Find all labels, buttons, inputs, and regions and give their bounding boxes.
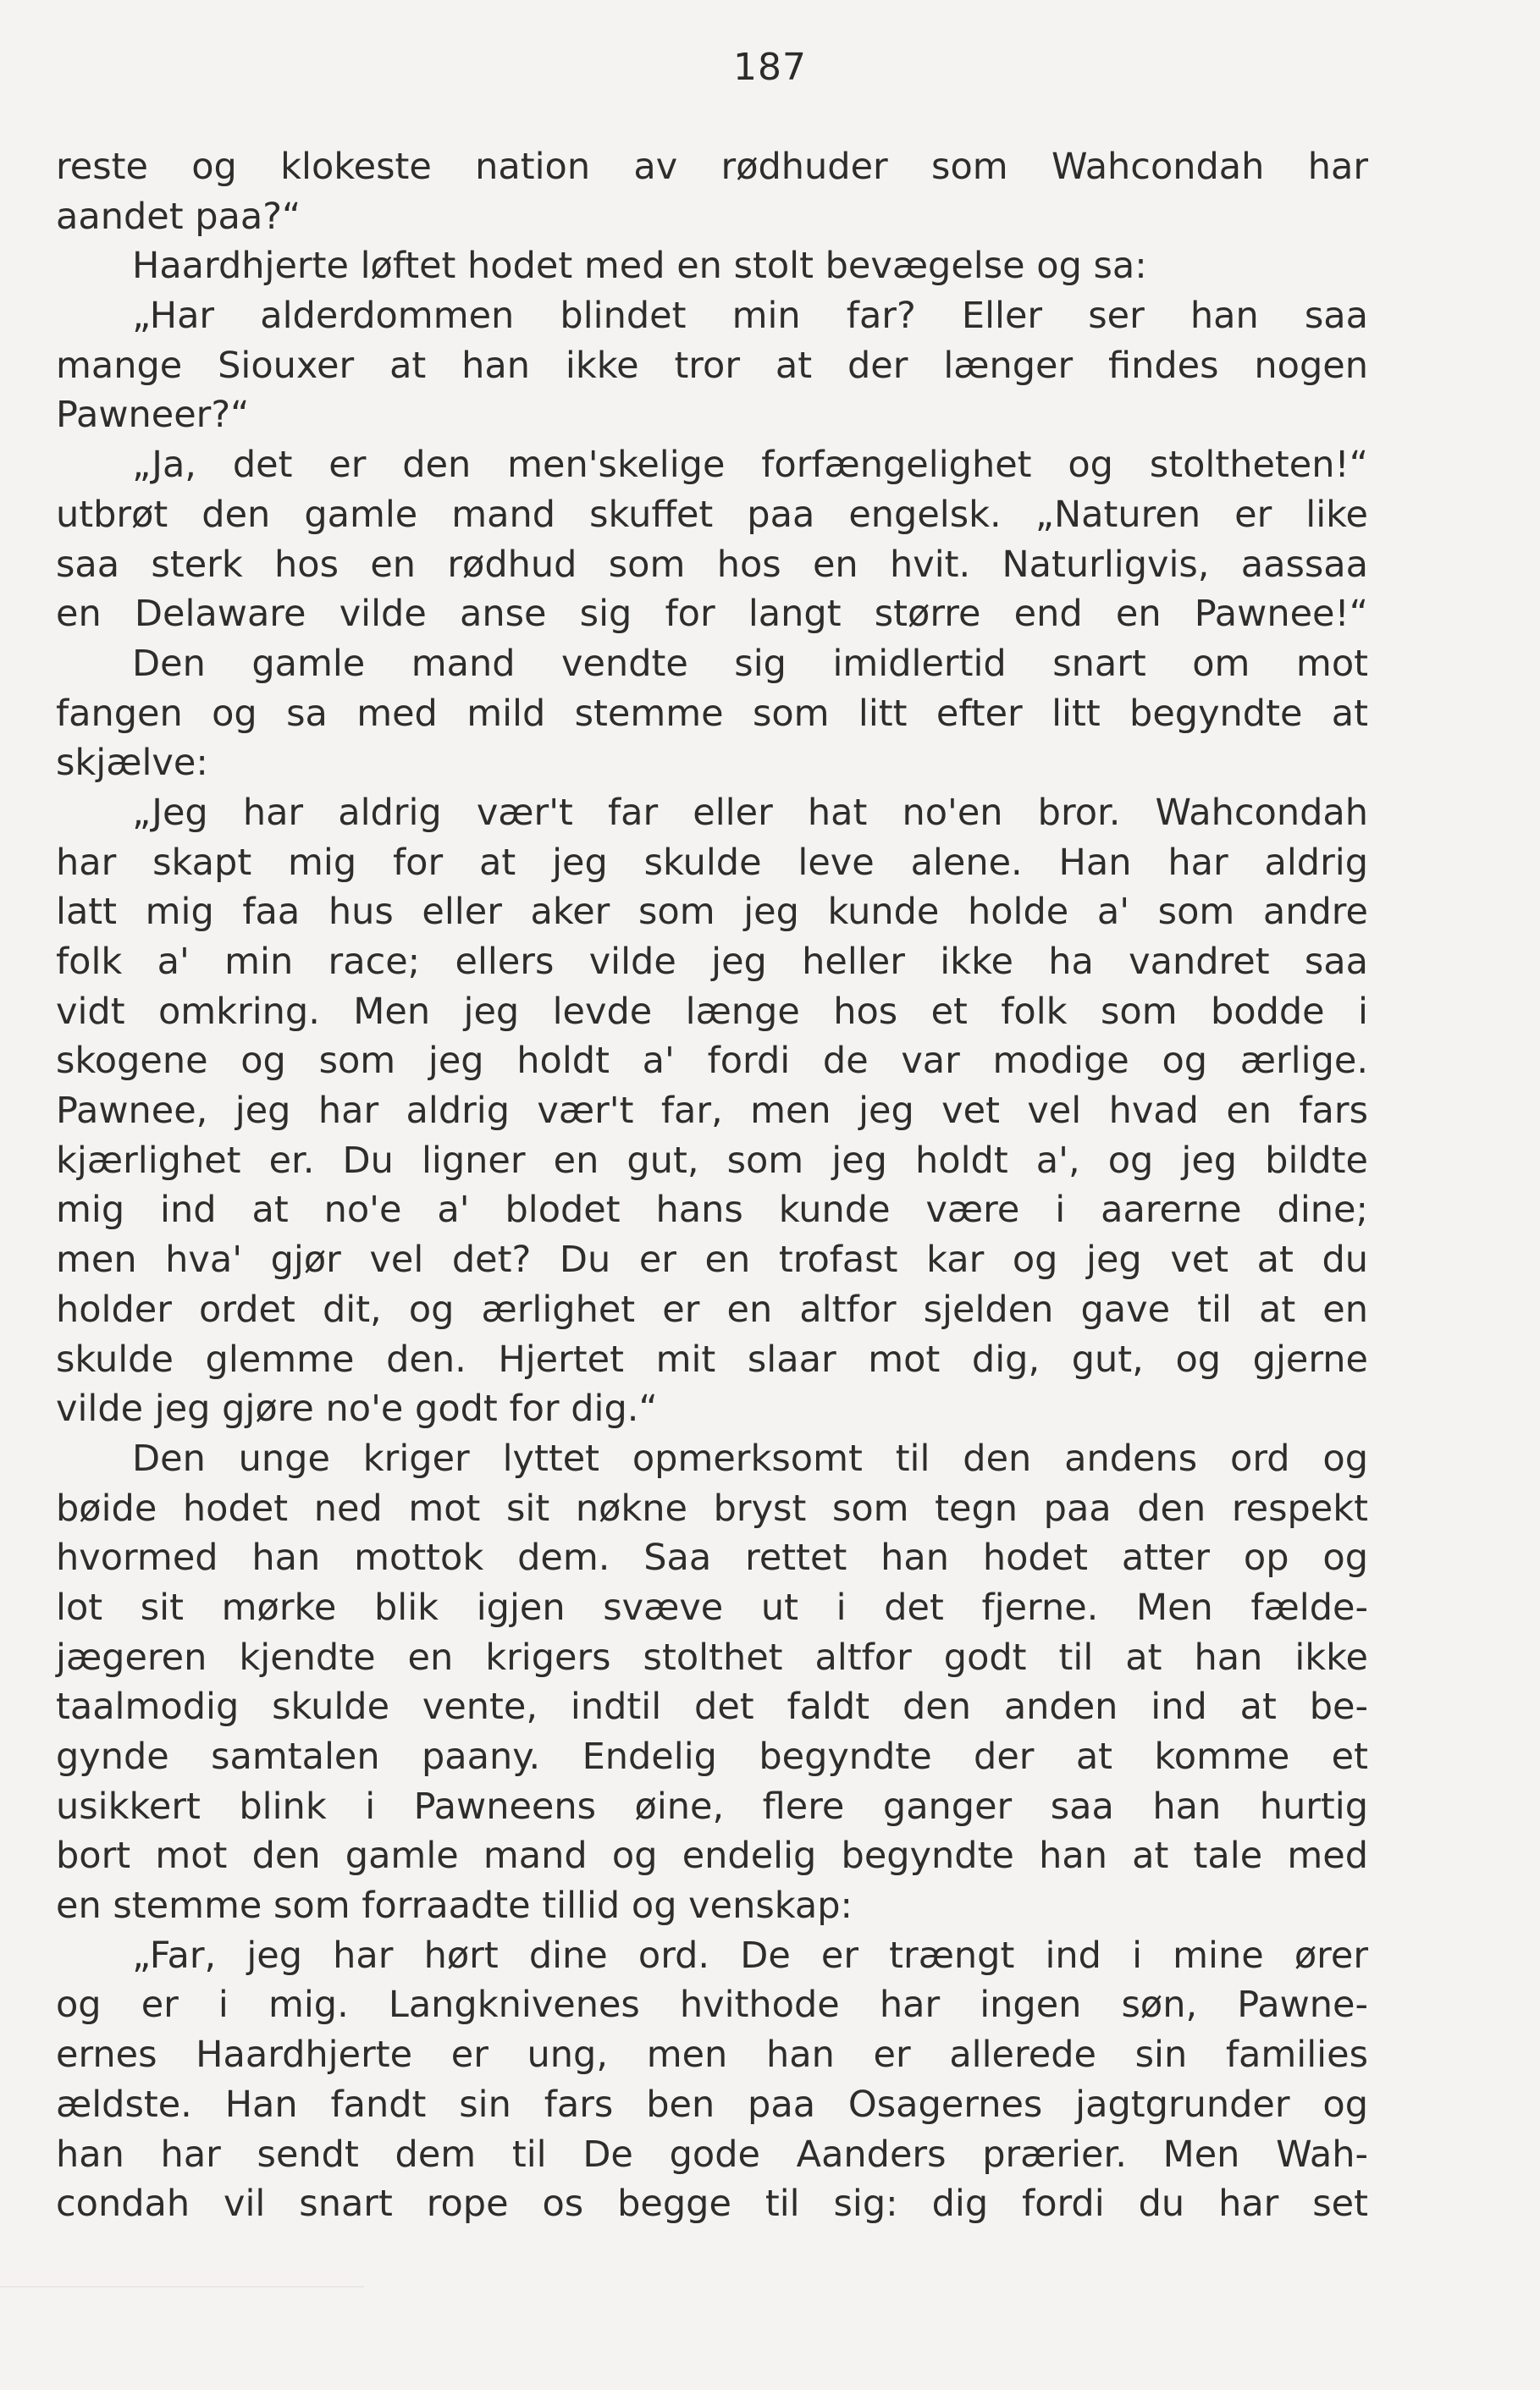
text-line: Pawneer?“ bbox=[56, 394, 250, 437]
text-line: fangen og sa med mild stemme som litt efter litt begyndte at bbox=[56, 692, 1368, 735]
text-line: bort mot den gamle mand og endelig begyndte han at tale med bbox=[56, 1835, 1368, 1878]
text-line: skogene og som jeg holdt a' fordi de var modige og ærlige. bbox=[56, 1040, 1368, 1083]
text-line: ældste. Han fandt sin fars ben paa Osagernes jagtgrunder og bbox=[56, 2083, 1368, 2126]
text-line: skulde glemme den. Hjertet mit slaar mot dig, gut, og gjerne bbox=[56, 1338, 1368, 1381]
text-line: Den gamle mand vendte sig imidlertid snart om mot bbox=[132, 642, 1368, 685]
text-line: bøide hodet ned mot sit nøkne bryst som tegn paa den respekt bbox=[56, 1487, 1368, 1530]
text-line: har skapt mig for at jeg skulde leve alene. Han har aldrig bbox=[56, 841, 1368, 884]
text-line: „Ja, det er den men'skelige forfængelighet og stoltheten!“ bbox=[132, 444, 1368, 487]
text-line: hvormed han mottok dem. Saa rettet han hodet atter op og bbox=[56, 1537, 1368, 1580]
text-line: en Delaware vilde anse sig for langt større end en Pawnee!“ bbox=[56, 593, 1368, 636]
text-line: vidt omkring. Men jeg levde længe hos et folk som bodde i bbox=[56, 990, 1368, 1033]
text-line: utbrøt den gamle mand skuffet paa engelsk. „Naturen er like bbox=[56, 493, 1368, 536]
text-line: „Jeg har aldrig vær't far eller hat no'en bror. Wahcondah bbox=[132, 791, 1368, 834]
page-number: 187 bbox=[733, 46, 807, 89]
text-line: kjærlighet er. Du ligner en gut, som jeg holdt a', og jeg bildte bbox=[56, 1139, 1368, 1182]
margin-rule bbox=[0, 2286, 364, 2288]
text-line: gynde samtalen paany. Endelig begyndte der at komme et bbox=[56, 1736, 1368, 1778]
text-line: skjælve: bbox=[56, 742, 208, 785]
text-line: mig ind at no'e a' blodet hans kunde være i aarerne dine; bbox=[56, 1189, 1368, 1232]
text-line: usikkert blink i Pawneens øine, flere ganger saa han hurtig bbox=[56, 1785, 1368, 1828]
text-line: folk a' min race; ellers vilde jeg heller ikke ha vandret saa bbox=[56, 941, 1368, 983]
text-line: jægeren kjendte en krigers stolthet altfor godt til at han ikke bbox=[56, 1636, 1368, 1679]
text-line: Pawnee, jeg har aldrig vær't far, men jeg vet vel hvad en fars bbox=[56, 1090, 1368, 1133]
text-line: Den unge kriger lyttet opmerksomt til den andens ord og bbox=[132, 1437, 1368, 1480]
text-line: „Har alderdommen blindet min far? Eller ser han saa bbox=[132, 295, 1368, 338]
body-text bbox=[56, 142, 1368, 2229]
text-line: ernes Haardhjerte er ung, men han er allerede sin families bbox=[56, 2034, 1368, 2077]
text-line: lot sit mørke blik igjen svæve ut i det fjerne. Men fælde- bbox=[56, 1586, 1368, 1629]
text-line: mange Siouxer at han ikke tror at der længer findes nogen bbox=[56, 344, 1368, 387]
text-line: vilde jeg gjøre no'e godt for dig.“ bbox=[56, 1388, 658, 1431]
text-line: „Far, jeg har hørt dine ord. De er trængt ind i mine ører bbox=[132, 1934, 1368, 1977]
text-line: en stemme som forraadte tillid og venskap: bbox=[56, 1885, 853, 1928]
text-line: men hva' gjør vel det? Du er en trofast kar og jeg vet at du bbox=[56, 1239, 1368, 1282]
text-line: latt mig faa hus eller aker som jeg kunde holde a' som andre bbox=[56, 891, 1368, 934]
text-line: taalmodig skulde vente, indtil det faldt den anden ind at be- bbox=[56, 1686, 1368, 1729]
text-line: reste og klokeste nation av rødhuder som Wahcondah har bbox=[56, 146, 1368, 188]
text-line: Haardhjerte løftet hodet med en stolt bevægelse og sa: bbox=[132, 245, 1147, 288]
text-line: og er i mig. Langknivenes hvithode har ingen søn, Pawne- bbox=[56, 1984, 1368, 2027]
text-line: holder ordet dit, og ærlighet er en altfor sjelden gave til at en bbox=[56, 1288, 1368, 1331]
text-line: aandet paa?“ bbox=[56, 195, 301, 238]
text-line: saa sterk hos en rødhud som hos en hvit. Naturligvis, aassaa bbox=[56, 543, 1368, 586]
text-line: han har sendt dem til De gode Aanders prærier. Men Wah- bbox=[56, 2133, 1368, 2176]
text-line: condah vil snart rope os begge til sig: dig fordi du har set bbox=[56, 2183, 1368, 2226]
